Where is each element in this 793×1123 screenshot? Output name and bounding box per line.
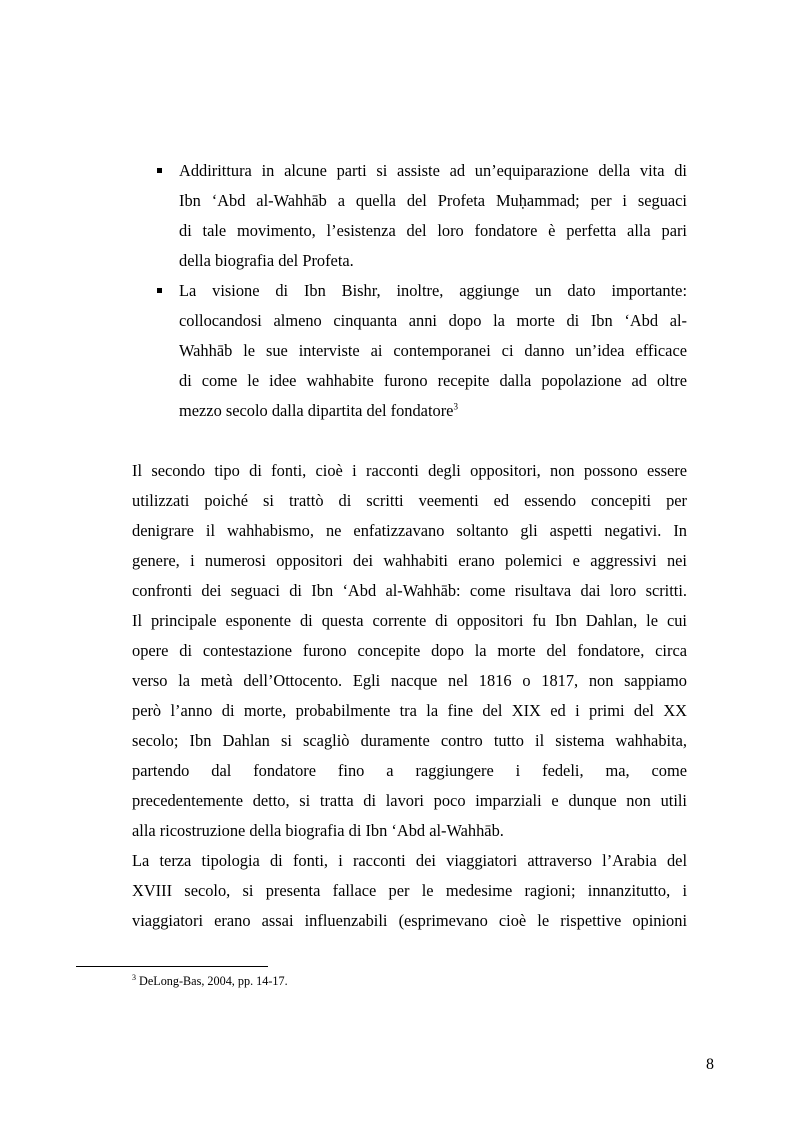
bullet-item — [155, 276, 687, 426]
text-line: partendo dal fondatore fino a raggiungere i fedeli, ma, come — [132, 761, 687, 780]
text-line: Addirittura in alcune parti si assiste ad un’equiparazione della vita di — [179, 161, 687, 180]
text-line: La visione di Ibn Bishr, inoltre, aggiunge un dato importante: — [179, 281, 687, 300]
text-line: secolo; Ibn Dahlan si scagliò duramente contro tutto il sistema wahhabita, — [132, 731, 687, 750]
text-line: Wahhāb le sue interviste ai contemporanei ci danno un’idea efficace — [179, 341, 687, 360]
text-line: però l’anno di morte, probabilmente tra la fine del XIX ed i primi del XX — [132, 701, 687, 720]
paragraph — [132, 456, 687, 846]
text-line: confronti dei seguaci di Ibn ‘Abd al-Wahhāb: come risultava dai loro scritti. — [132, 581, 687, 600]
footnote-separator — [76, 966, 268, 967]
footnote-reference[interactable]: 3 — [453, 401, 458, 412]
text-line: Il principale esponente di questa corrente di oppositori fu Ibn Dahlan, le cui — [132, 611, 687, 630]
body-text — [132, 456, 687, 936]
text-line: denigrare il wahhabismo, ne enfatizzavano soltanto gli aspetti negativi. In — [132, 521, 687, 540]
square-bullet-icon — [157, 288, 162, 293]
text-line: viaggiatori erano assai influenzabili (esprimevano cioè le rispettive opinioni — [132, 911, 687, 930]
text-line: alla ricostruzione della biografia di Ibn ‘Abd al-Wahhāb. — [132, 821, 504, 840]
text-line: utilizzati poiché si trattò di scritti veementi ed essendo concepiti per — [132, 491, 687, 510]
text-line: della biografia del Profeta. — [179, 251, 354, 270]
text-line: di come le idee wahhabite furono recepite dalla popolazione ad oltre — [179, 371, 687, 390]
text-line: La terza tipologia di fonti, i racconti dei viaggiatori attraverso l’Arabia del — [132, 851, 687, 870]
bullet-list — [155, 156, 687, 426]
footnote-number: 3 — [132, 972, 136, 982]
text-line-content: mezzo secolo dalla dipartita del fondatore — [179, 401, 454, 420]
bullet-item — [155, 156, 687, 276]
text-line — [179, 396, 687, 426]
text-line: Ibn ‘Abd al-Wahhāb a quella del Profeta Muḥammad; per i seguaci — [179, 191, 687, 210]
text-line: collocandosi almeno cinquanta anni dopo la morte di Ibn ‘Abd al- — [179, 311, 687, 330]
text-line: verso la metà dell’Ottocento. Egli nacque nel 1816 o 1817, non sappiamo — [132, 671, 687, 690]
footnote-text: DeLong-Bas, 2004, pp. 14-17. — [139, 974, 288, 988]
text-line: precedentemente detto, si tratta di lavori poco imparziali e dunque non utili — [132, 791, 687, 810]
square-bullet-icon — [157, 168, 162, 173]
text-line: genere, i numerosi oppositori dei wahhabiti erano polemici e aggressivi nei — [132, 551, 687, 570]
text-line: Il secondo tipo di fonti, cioè i racconti degli oppositori, non possono essere — [132, 461, 687, 480]
text-line: di tale movimento, l’esistenza del loro fondatore è perfetta alla pari — [179, 221, 687, 240]
paragraph — [132, 846, 687, 936]
text-line: opere di contestazione furono concepite dopo la morte del fondatore, circa — [132, 641, 687, 660]
text-line: XVIII secolo, si presenta fallace per le medesime ragioni; innanzitutto, i — [132, 881, 687, 900]
page-number: 8 — [706, 1056, 714, 1073]
footnote — [132, 972, 288, 990]
